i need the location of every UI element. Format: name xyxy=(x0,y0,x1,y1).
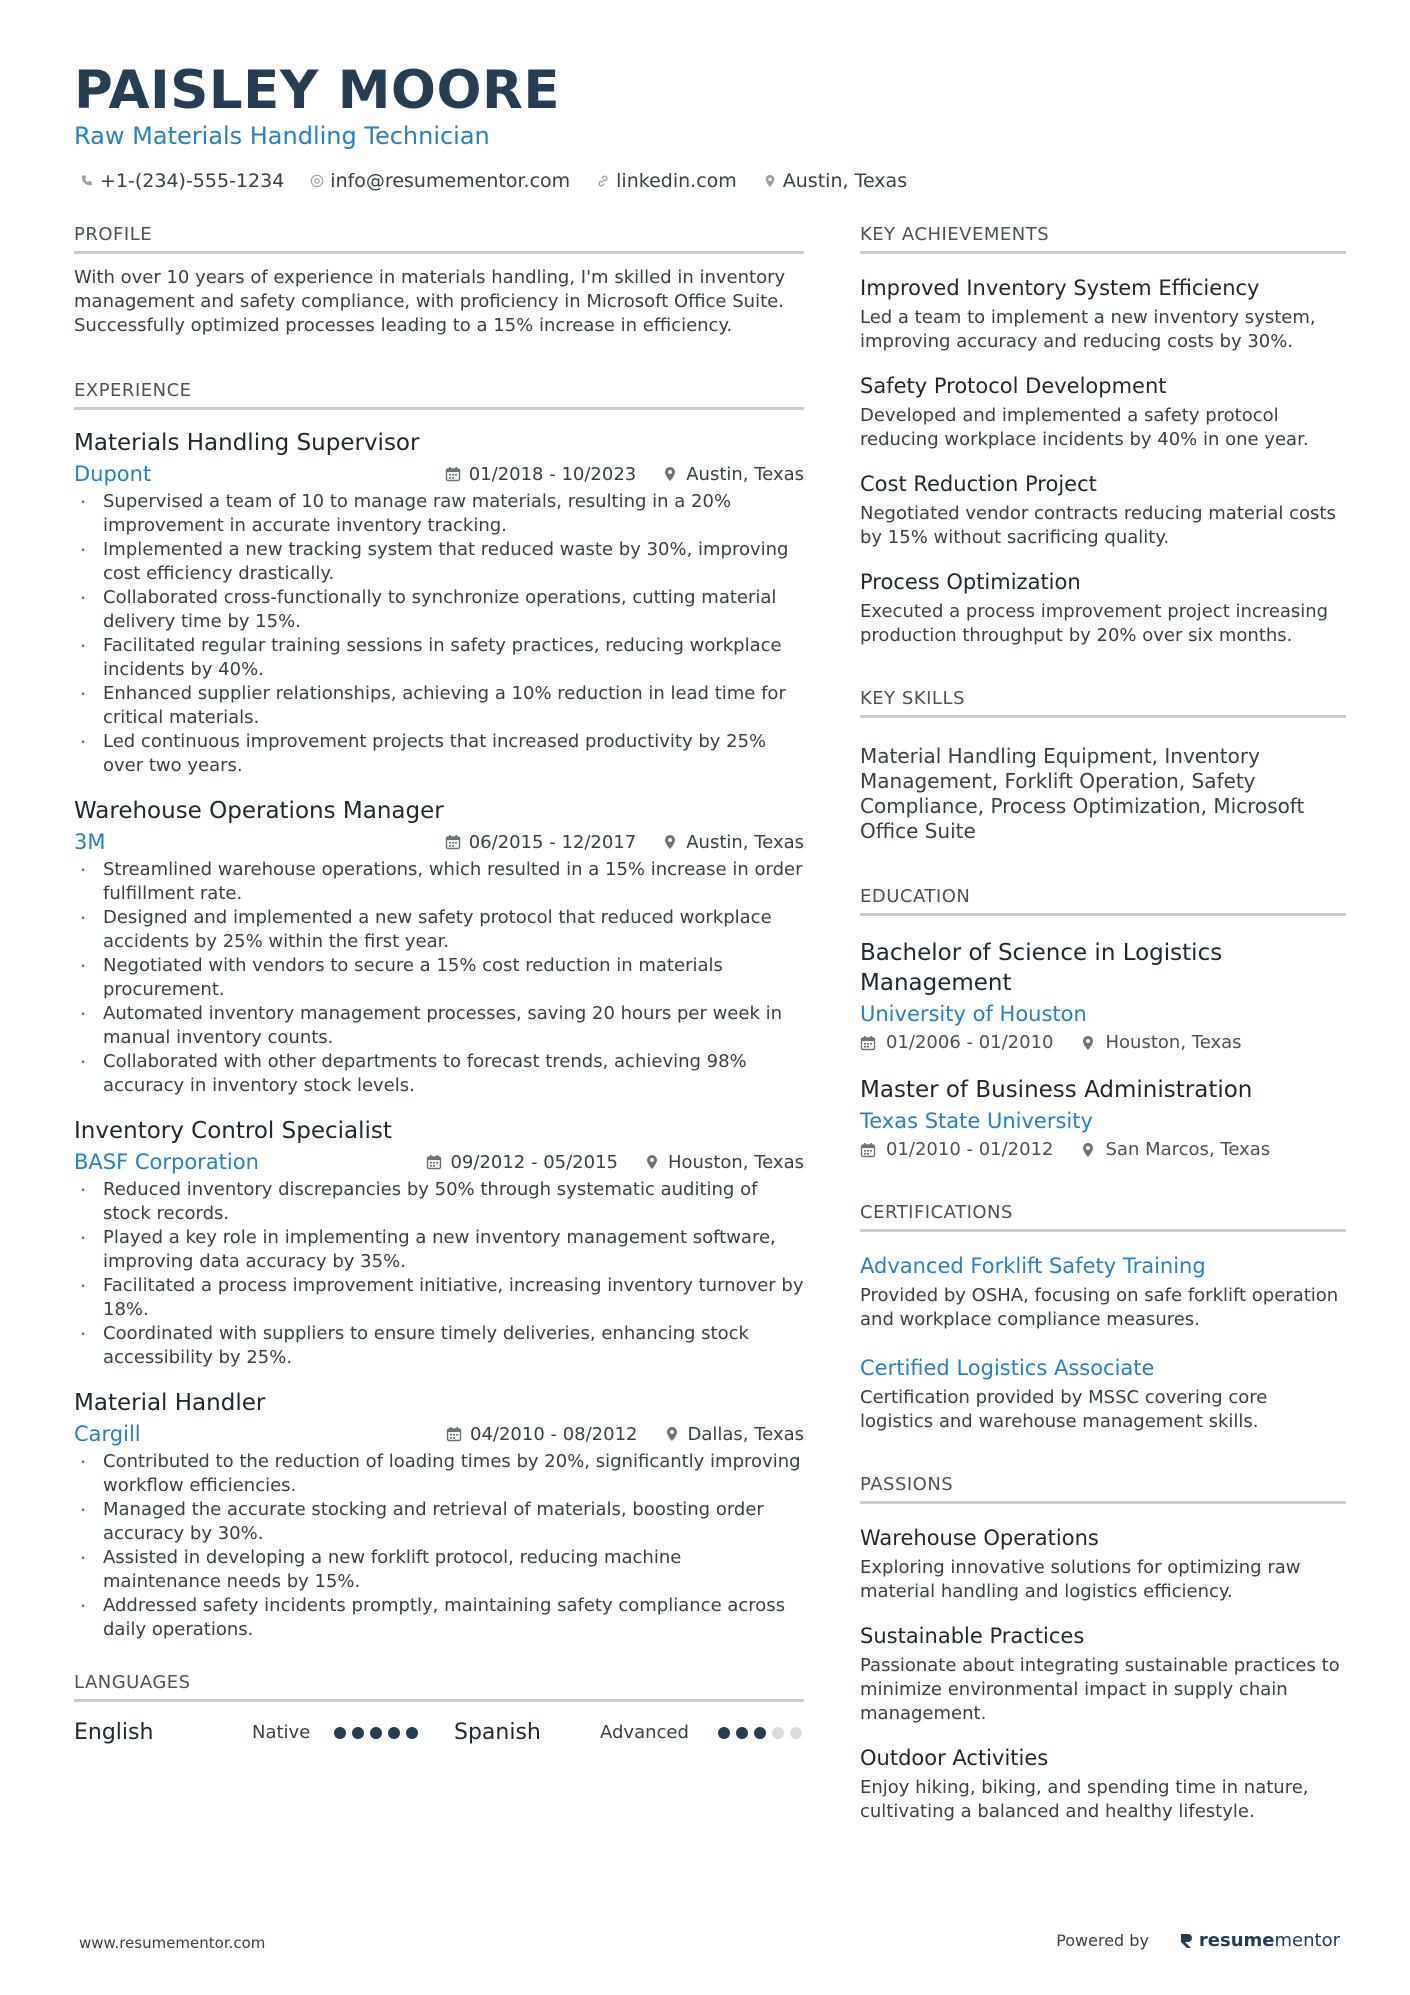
job-location xyxy=(662,464,804,485)
achievements-section xyxy=(860,224,1346,648)
language-rating xyxy=(712,1727,802,1739)
profile-heading: PROFILE xyxy=(74,224,804,254)
achievement-desc: Executed a process improvement project increasing production throughput by 20% over six months. xyxy=(860,601,1329,646)
passions-heading: PASSIONS xyxy=(860,1474,1346,1504)
job-location-text: Austin, Texas xyxy=(686,463,804,485)
bullet-item: · Supervised a team of 10 to manage raw materials, resulting in a 20% improvement in accurate inventory tracking. xyxy=(74,490,804,538)
languages-section xyxy=(74,1672,804,1745)
brand-regular-text: mentor xyxy=(1274,1930,1340,1951)
bullet-item: · Reduced inventory discrepancies by 50% through systematic auditing of stock records. xyxy=(74,1178,804,1226)
languages-row xyxy=(74,1720,804,1745)
achievement-title: Improved Inventory System Efficiency xyxy=(860,276,1260,300)
passion-item xyxy=(860,1744,1346,1824)
job-dates xyxy=(446,1424,638,1445)
education-meta xyxy=(860,1139,1346,1160)
experience-section xyxy=(74,380,804,1642)
education-dates xyxy=(860,1139,1054,1160)
skills-text: Material Handling Equipment, Inventory Management, Forklift Operation, Safety Compliance, Process Optimization, Microsoft Office Suite xyxy=(860,744,1305,843)
certifications-heading: CERTIFICATIONS xyxy=(860,1202,1346,1232)
education-list xyxy=(860,938,1346,1160)
education-section xyxy=(860,886,1346,1160)
bullet-item: · Contributed to the reduction of loading times by 20%, significantly improving workflow efficiencies. xyxy=(74,1450,804,1498)
education-location xyxy=(1080,1032,1242,1053)
bullet-item: · Facilitated regular training sessions in safety practices, reducing workplace incidents by 40%. xyxy=(74,634,804,682)
job-title: Warehouse Operations Manager xyxy=(74,798,444,824)
bullet-item: · Enhanced supplier relationships, achieving a 10% reduction in lead time for critical materials. xyxy=(74,682,804,730)
rating-dot-filled xyxy=(334,1727,346,1739)
job-location xyxy=(644,1152,804,1173)
language-level: Native xyxy=(252,1722,311,1743)
contact-email[interactable] xyxy=(310,170,570,192)
education-dates xyxy=(860,1032,1054,1053)
education-heading: EDUCATION xyxy=(860,886,1346,916)
company-name: 3M xyxy=(74,830,106,854)
calendar-icon xyxy=(446,1426,462,1442)
achievement-title: Process Optimization xyxy=(860,570,1081,594)
job-bullets xyxy=(74,1178,804,1370)
left-column xyxy=(74,224,804,1745)
bullet-item: · Led continuous improvement projects that increased productivity by 25% over two years. xyxy=(74,730,804,778)
bullet-item: · Implemented a new tracking system that reduced waste by 30%, improving cost efficiency drastically. xyxy=(74,538,804,586)
contact-linkedin[interactable] xyxy=(596,170,737,192)
achievement-item xyxy=(860,470,1346,550)
job-date-location xyxy=(445,832,804,853)
bullet-item: · Streamlined warehouse operations, which resulted in a 15% increase in order fulfillment rate. xyxy=(74,858,804,906)
brand-bold-text: resume xyxy=(1198,1930,1275,1951)
job-location-text: Dallas, Texas xyxy=(687,1423,804,1445)
calendar-icon xyxy=(445,466,461,482)
bullet-item: · Played a key role in implementing a new inventory management software, improving data accuracy by 35%. xyxy=(74,1226,804,1274)
rating-dot-filled xyxy=(406,1727,418,1739)
rating-dot-empty xyxy=(790,1727,802,1739)
company-name: Cargill xyxy=(74,1422,141,1446)
job-dates-text: 04/2010 - 08/2012 xyxy=(470,1423,638,1445)
candidate-name: PAISLEY MOORE xyxy=(74,60,561,121)
certifications-list xyxy=(860,1252,1346,1434)
passion-desc: Passionate about integrating sustainable practices to minimize environmental impact in supply chain management. xyxy=(860,1655,1340,1724)
job-meta xyxy=(74,1150,804,1174)
bullet-item: · Collaborated with other departments to forecast trends, achieving 98% accuracy in inventory stock levels. xyxy=(74,1050,804,1098)
education-location-text: Houston, Texas xyxy=(1105,1032,1242,1053)
job-dates-text: 06/2015 - 12/2017 xyxy=(468,831,637,853)
passion-desc: Exploring innovative solutions for optimizing raw material handling and logistics efficiency. xyxy=(860,1557,1301,1602)
experience-heading: EXPERIENCE xyxy=(74,380,804,410)
company-name: Dupont xyxy=(74,462,152,486)
degree-title: Master of Business Administration xyxy=(860,1077,1253,1103)
skills-heading: KEY SKILLS xyxy=(860,688,1346,718)
right-column xyxy=(860,224,1346,1824)
job-entry xyxy=(74,1388,804,1642)
email-text: info@resumementor.com xyxy=(330,170,571,192)
map-pin-icon xyxy=(664,1426,680,1442)
bullet-item: · Assisted in developing a new forklift protocol, reducing machine maintenance needs by 15%. xyxy=(74,1546,804,1594)
language-level: Advanced xyxy=(600,1722,689,1743)
job-location-text: Houston, Texas xyxy=(667,1151,804,1173)
achievement-item xyxy=(860,274,1346,354)
job-title: Inventory Control Specialist xyxy=(74,1118,392,1144)
rating-dot-filled xyxy=(736,1727,748,1739)
achievement-title: Safety Protocol Development xyxy=(860,374,1167,398)
location-text: Austin, Texas xyxy=(782,170,908,192)
job-dates-text: 01/2018 - 10/2023 xyxy=(468,463,637,485)
map-pin-icon xyxy=(662,466,678,482)
certification-item xyxy=(860,1252,1346,1332)
achievement-desc: Developed and implemented a safety protocol reducing workplace incidents by 40% in one year. xyxy=(860,405,1309,450)
link-icon xyxy=(596,174,610,188)
job-date-location xyxy=(446,1424,804,1445)
achievements-list xyxy=(860,274,1346,648)
school-name: Texas State University xyxy=(860,1109,1093,1133)
calendar-icon xyxy=(426,1154,442,1170)
job-bullets xyxy=(74,1450,804,1642)
passion-title: Warehouse Operations xyxy=(860,1526,1099,1550)
bullet-item: · Facilitated a process improvement initiative, increasing inventory turnover by 18%. xyxy=(74,1274,804,1322)
company-name: BASF Corporation xyxy=(74,1150,259,1174)
profile-text: With over 10 years of experience in materials handling, I'm skilled in inventory management and safety compliance, with proficiency in Microsoft Office Suite. Successfully optimized processes leading to a 15% increase in efficiency. xyxy=(74,267,786,336)
achievements-heading: KEY ACHIEVEMENTS xyxy=(860,224,1346,254)
map-pin-icon xyxy=(1080,1142,1096,1158)
phone-icon xyxy=(80,174,94,188)
education-location-text: San Marcos, Texas xyxy=(1105,1139,1271,1160)
job-entry xyxy=(74,1116,804,1370)
education-location xyxy=(1080,1139,1271,1160)
skills-section xyxy=(860,688,1346,844)
passions-section xyxy=(860,1474,1346,1824)
bullet-item: · Designed and implemented a new safety protocol that reduced workplace accidents by 25% within the first year. xyxy=(74,906,804,954)
rating-dot-empty xyxy=(772,1727,784,1739)
certification-title: Certified Logistics Associate xyxy=(860,1356,1155,1380)
job-entry xyxy=(74,796,804,1098)
map-pin-icon xyxy=(1080,1035,1096,1051)
job-title: Material Handler xyxy=(74,1390,266,1416)
achievement-desc: Led a team to implement a new inventory system, improving accuracy and reducing costs by 30%. xyxy=(860,307,1316,352)
achievement-item xyxy=(860,568,1346,648)
job-meta xyxy=(74,830,804,854)
certification-desc: Certification provided by MSSC covering core logistics and warehouse management skills. xyxy=(860,1387,1268,1432)
language-name: Spanish xyxy=(454,1720,541,1745)
rating-dot-filled xyxy=(388,1727,400,1739)
job-location-text: Austin, Texas xyxy=(686,831,804,853)
contact-bar xyxy=(80,170,933,192)
job-date-location xyxy=(426,1152,804,1173)
job-dates xyxy=(445,464,637,485)
job-dates xyxy=(445,832,637,853)
bullet-item: · Negotiated with vendors to secure a 15% cost reduction in materials procurement. xyxy=(74,954,804,1002)
brand-logo-icon xyxy=(1179,1932,1195,1950)
achievement-title: Cost Reduction Project xyxy=(860,472,1097,496)
achievement-item xyxy=(860,372,1346,452)
education-item xyxy=(860,1075,1346,1160)
map-pin-icon xyxy=(662,834,678,850)
certifications-section xyxy=(860,1202,1346,1434)
job-location xyxy=(664,1424,805,1445)
education-meta xyxy=(860,1032,1346,1053)
bullet-item: · Managed the accurate stocking and retrieval of materials, boosting order accuracy by 30%. xyxy=(74,1498,804,1546)
calendar-icon xyxy=(860,1142,876,1158)
rating-dot-filled xyxy=(370,1727,382,1739)
passion-desc: Enjoy hiking, biking, and spending time in nature, cultivating a balanced and healthy lifestyle. xyxy=(860,1777,1309,1822)
job-date-location xyxy=(445,464,804,485)
job-bullets xyxy=(74,490,804,778)
passion-title: Sustainable Practices xyxy=(860,1624,1085,1648)
job-title: Materials Handling Supervisor xyxy=(74,430,420,456)
school-name: University of Houston xyxy=(860,1002,1087,1026)
languages-heading: LANGUAGES xyxy=(74,1672,804,1702)
certification-desc: Provided by OSHA, focusing on safe forklift operation and workplace compliance measures. xyxy=(860,1285,1339,1330)
job-bullets xyxy=(74,858,804,1098)
brand-logo xyxy=(1179,1930,1340,1951)
job-entry xyxy=(74,428,804,778)
bullet-item: · Coordinated with suppliers to ensure timely deliveries, enhancing stock accessibility by 25%. xyxy=(74,1322,804,1370)
footer-brand xyxy=(1056,1930,1340,1951)
powered-by-text: Powered by xyxy=(1056,1931,1149,1950)
rating-dot-filled xyxy=(754,1727,766,1739)
profile-section xyxy=(74,224,804,338)
map-pin-icon xyxy=(644,1154,660,1170)
job-location xyxy=(662,832,804,853)
job-dates xyxy=(426,1152,618,1173)
job-dates-text: 09/2012 - 05/2015 xyxy=(450,1151,618,1173)
passion-item xyxy=(860,1524,1346,1604)
bullet-item: · Automated inventory management processes, saving 20 hours per week in manual inventory counts. xyxy=(74,1002,804,1050)
certification-item xyxy=(860,1354,1346,1434)
certification-title: Advanced Forklift Safety Training xyxy=(860,1254,1206,1278)
calendar-icon xyxy=(860,1035,876,1051)
achievement-desc: Negotiated vendor contracts reducing material costs by 15% without sacrificing quality. xyxy=(860,503,1336,548)
passion-title: Outdoor Activities xyxy=(860,1746,1049,1770)
at-icon xyxy=(310,174,324,188)
contact-phone xyxy=(80,170,284,192)
bullet-item: · Collaborated cross-functionally to synchronize operations, cutting material delivery time by 15%. xyxy=(74,586,804,634)
language-name: English xyxy=(74,1720,154,1745)
rating-dot-filled xyxy=(718,1727,730,1739)
map-pin-icon xyxy=(763,174,777,188)
passion-item xyxy=(860,1622,1346,1726)
education-item xyxy=(860,938,1346,1053)
language-rating xyxy=(328,1727,454,1739)
candidate-title: Raw Materials Handling Technician xyxy=(74,122,490,150)
experience-list xyxy=(74,428,804,1642)
passions-list xyxy=(860,1524,1346,1824)
job-meta xyxy=(74,1422,804,1446)
calendar-icon xyxy=(445,834,461,850)
linkedin-text: linkedin.com xyxy=(616,170,737,192)
phone-text: +1-(234)-555-1234 xyxy=(100,170,285,192)
bullet-item: · Addressed safety incidents promptly, maintaining safety compliance across daily operations. xyxy=(74,1594,804,1642)
rating-dot-filled xyxy=(352,1727,364,1739)
job-meta xyxy=(74,462,804,486)
education-dates-text: 01/2006 - 01/2010 xyxy=(886,1032,1054,1053)
footer-website[interactable]: www.resumementor.com xyxy=(79,1934,266,1952)
contact-location xyxy=(763,170,907,192)
degree-title: Bachelor of Science in Logistics Management xyxy=(860,940,1223,996)
education-dates-text: 01/2010 - 01/2012 xyxy=(886,1139,1054,1160)
